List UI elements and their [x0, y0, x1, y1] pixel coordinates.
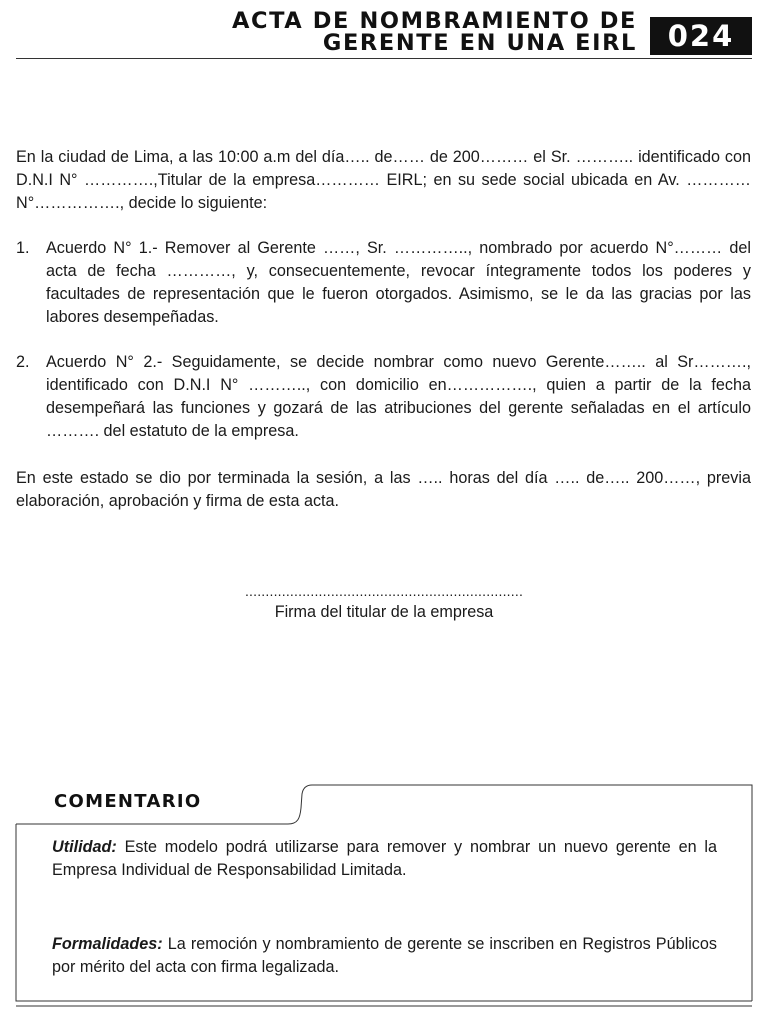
agreement-number: 2. [16, 353, 30, 371]
agreement-text: Acuerdo N° 2.- Seguidamente, se decide nombrar como nuevo Gerente…….. al Sr………., identificado con D.N.I N° ……….., con domicilio en……………., quien a partir de la fecha desempeñará las funciones y gozará de las atribuciones del gerente señaladas en el artículo ………. del estatuto de la empresa. [46, 353, 751, 440]
formalidades-text: La remoción y nombramiento de gerente se inscriben en Registros Públicos por mérito del acta con firma legalizada. [52, 935, 717, 976]
model-number-badge: 024 [650, 17, 752, 55]
header-divider [16, 58, 752, 59]
intro-paragraph: En la ciudad de Lima, a las 10:00 a.m del día….. de…… de 200……… el Sr. ……….. identificado con D.N.I N° ………….,Titular de la empresa………… EIRL; en su sede social ubicada en Av. ………… N°……………., decide lo siguiente: [16, 148, 751, 212]
title-line-1: ACTA DE NOMBRAMIENTO DE [231, 8, 637, 34]
utilidad-paragraph [52, 836, 717, 882]
signature-line: .................................................................... [244, 583, 524, 599]
utilidad-label: Utilidad: [52, 838, 117, 856]
signature-label: Firma del titular de la empresa [274, 603, 494, 621]
agreement-item-1 [16, 237, 751, 329]
utilidad-text: Este modelo podrá utilizarse para remover y nombrar un nuevo gerente en la Empresa Individual de Responsabilidad Limitada. [52, 838, 717, 879]
closing-paragraph: En este estado se dio por terminada la sesión, a las ….. horas del día ….. de….. 200……, previa elaboración, aprobación y firma de esta acta. [16, 469, 751, 510]
agreement-number: 1. [16, 239, 30, 257]
comment-box-frame [0, 780, 768, 1024]
agreement-item-2 [16, 351, 751, 443]
title-line-2: GERENTE EN UNA EIRL [322, 30, 637, 56]
formalidades-label: Formalidades: [52, 935, 163, 953]
comment-title: COMENTARIO [54, 791, 202, 812]
document-title [232, 10, 637, 54]
agreement-text: Acuerdo N° 1.- Remover al Gerente ……, Sr. ………….., nombrado por acuerdo N°……… del acta de fecha …………, y, consecuentemente, revocar íntegramente todos los poderes y facultades de representación que le fueron otorgados. Asimismo, se le da las gracias por las labores desempeñadas. [46, 239, 751, 326]
page-header [0, 0, 768, 62]
formalidades-paragraph [52, 933, 717, 979]
